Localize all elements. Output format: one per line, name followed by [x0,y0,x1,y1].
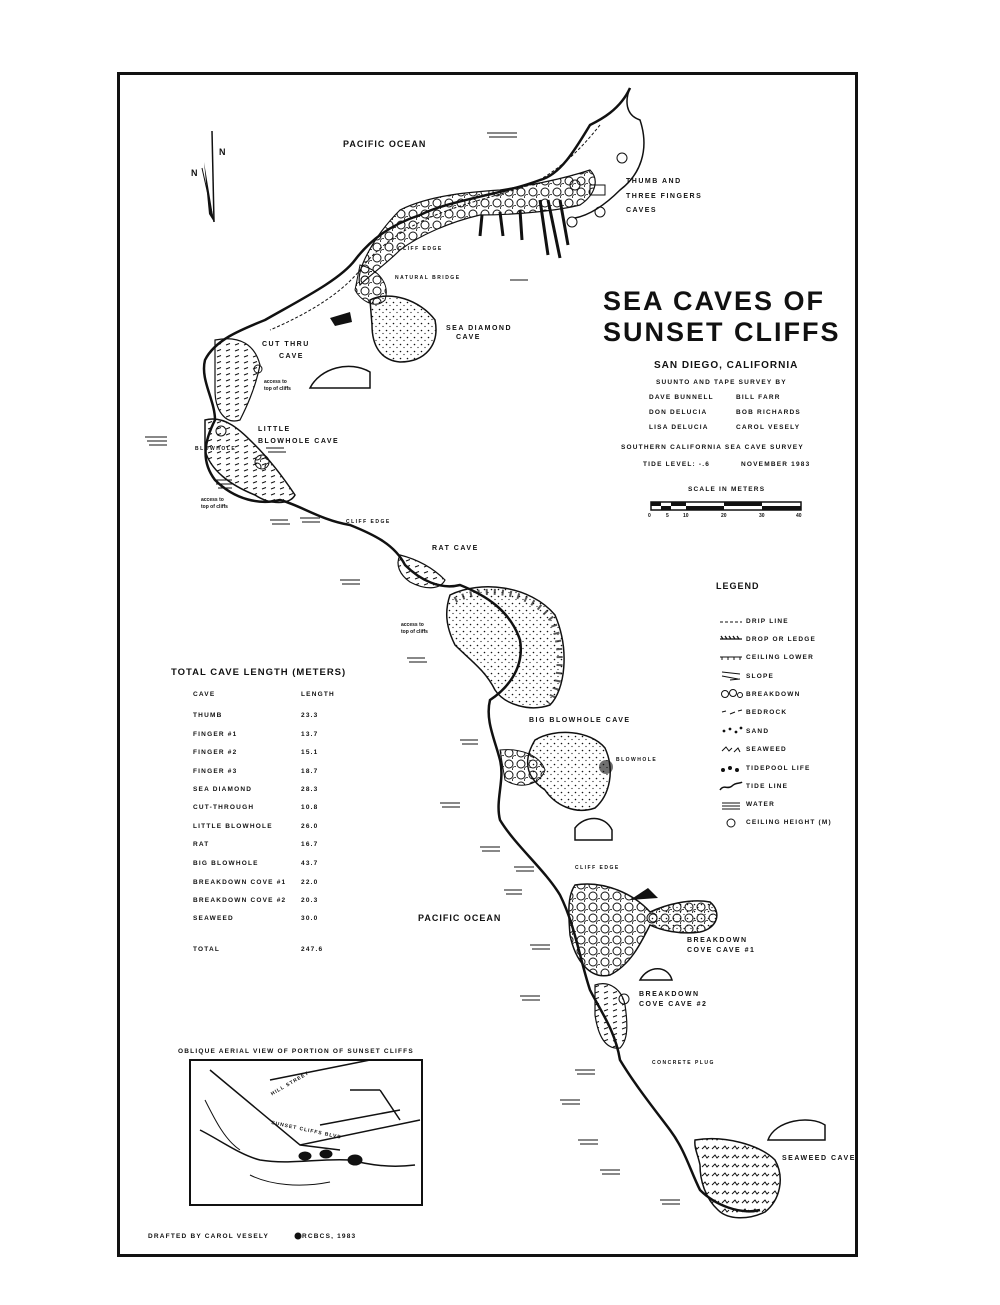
sea-diamond-label-2: CAVE [456,334,481,341]
scale-tick: 40 [796,513,802,519]
big-blowhole-label: BIG BLOWHOLE CAVE [529,717,631,724]
scale-tick: 0 [648,513,651,519]
legend-item: WATER [746,801,775,808]
cut-thru-label: CUT THRU [262,341,310,348]
true-north-label: N [191,168,199,178]
little-blowhole-label: LITTLE [258,426,291,433]
legend-item: SLOPE [746,673,775,680]
rat-cave-label: RAT CAVE [432,545,479,552]
legend-item: SEAWEED [746,746,787,753]
thumb-label: THUMB AND [626,178,682,185]
table-row: BREAKDOWN COVE #1 22.0 [193,879,319,886]
legend-item: SAND [746,728,770,735]
table-row: SEAWEED 30.0 [193,915,319,922]
three-fingers-label: THREE FINGERS [626,193,703,200]
legend-item: BREAKDOWN [746,691,801,698]
cliff-edge-label-1: CLIFF EDGE [398,246,443,252]
cliff-edge-label-2: CLIFF EDGE [346,519,391,525]
table-row: FINGER #2 15.1 [193,749,319,756]
survey-heading: SUUNTO AND TAPE SURVEY BY [656,379,787,386]
scale-tick: 30 [759,513,765,519]
ceiling-height-marker [617,153,627,163]
legend-item: DROP OR LEDGE [746,636,817,643]
surveyor-name: BILL FARR [736,394,781,401]
inset-street-label: HILL STREET [270,1070,311,1098]
seaweed-cave-label: SEAWEED CAVE [782,1155,856,1162]
map-title-line-1: SEA CAVES OF [603,286,826,316]
inset-street-label: SUNSET CLIFFS BLVD [270,1120,343,1141]
large-sand-cove [447,587,564,708]
surveyor-name: LISA DELUCIA [649,424,709,431]
access-label-1b: top of cliffs [264,386,291,392]
surveyor-name: DON DELUCIA [649,409,708,416]
breakdown-cove-2-label: BREAKDOWN [639,991,700,998]
concrete-plug-label: CONCRETE PLUG [652,1060,715,1066]
inset-title: OBLIQUE AERIAL VIEW OF PORTION OF SUNSET CLIFFS [178,1048,414,1055]
breakdown-cove-1-label: BREAKDOWN [687,937,748,944]
table-row: FINGER #3 18.7 [193,768,319,775]
access-label-3a: access to [401,622,424,628]
cliff-edge-label-3: CLIFF EDGE [575,865,620,871]
blowhole-label-2: BLOWHOLE [616,757,658,763]
surveyor-name: CAROL VESELY [736,424,801,431]
scale-tick: 5 [666,513,669,519]
thumb-finger-caves [359,170,595,285]
access-label-1a: access to [264,379,287,385]
legend-item: BEDROCK [746,709,788,716]
access-label-2b: top of cliffs [201,504,228,510]
table-row: CUT-THROUGH 10.8 [193,804,319,811]
table-row: BIG BLOWHOLE 43.7 [193,860,319,867]
caves-label: CAVES [626,207,658,214]
table-row: LITTLE BLOWHOLE 26.0 [193,823,319,830]
little-blowhole-label-2: BLOWHOLE CAVE [258,438,340,445]
natural-bridge [355,265,386,304]
legend-item: DRIP LINE [746,618,789,625]
surveyor-name: BOB RICHARDS [736,409,801,416]
access-label-3b: top of cliffs [401,629,428,635]
rat-cave [398,555,445,588]
scale-label: SCALE IN METERS [688,486,766,493]
legend-item: TIDE LINE [746,783,789,790]
table-row: THUMB 23.3 [193,712,319,719]
surveyor-name: DAVE BUNNELL [649,394,714,401]
length-table-header: CAVE LENGTH [193,691,335,698]
access-label-2a: access to [201,497,224,503]
tide-level: TIDE LEVEL: -.6 [643,461,711,468]
ocean-label-top: PACIFIC OCEAN [343,139,427,149]
legend-symbols [720,622,743,827]
ceiling-height-marker [595,207,605,217]
legend-item: CEILING LOWER [746,654,814,661]
ceiling-height-marker [567,217,577,227]
drafted-by: DRAFTED BY CAROL VESELY [148,1233,270,1240]
sea-diamond-cave [370,296,436,362]
scale-bar [651,502,801,510]
ocean-label-bottom: PACIFIC OCEAN [418,913,502,923]
natural-bridge-label: NATURAL BRIDGE [395,275,461,281]
blowhole-small-label: BLOWHOLE [195,446,237,452]
table-row: FINGER #1 13.7 [193,731,319,738]
cut-thru-cave [215,339,260,421]
breakdown-cove-cave-2 [595,984,627,1048]
seaweed-cave [695,1139,780,1218]
table-row: SEA DIAMOND 28.3 [193,786,319,793]
north-arrow-icon [202,131,214,222]
legend-item: CEILING HEIGHT (M) [746,819,832,826]
length-table-title: TOTAL CAVE LENGTH (METERS) [171,667,347,678]
sea-diamond-label: SEA DIAMOND [446,325,513,332]
breakdown-cove-2-label-2: COVE CAVE #2 [639,1001,708,1008]
table-total-row: TOTAL 247.6 [193,946,324,953]
table-row: BREAKDOWN COVE #2 20.3 [193,897,319,904]
scale-tick: 20 [721,513,727,519]
cut-thru-label-2: CAVE [279,353,304,360]
survey-org: SOUTHERN CALIFORNIA SEA CAVE SURVEY [621,444,804,451]
legend-item: TIDEPOOL LIFE [746,765,811,772]
copyright-label: ©RCBCS, 1983 [296,1233,357,1240]
location-label: SAN DIEGO, CALIFORNIA [654,360,799,371]
magnetic-north-label: N [219,147,227,157]
table-row: RAT 16.7 [193,841,319,848]
map-title-line-2: SUNSET CLIFFS [603,317,841,347]
breakdown-cove-1-label-2: COVE CAVE #1 [687,947,756,954]
scale-tick: 10 [683,513,689,519]
legend-title: LEGEND [716,581,760,591]
survey-date: NOVEMBER 1983 [741,461,811,468]
